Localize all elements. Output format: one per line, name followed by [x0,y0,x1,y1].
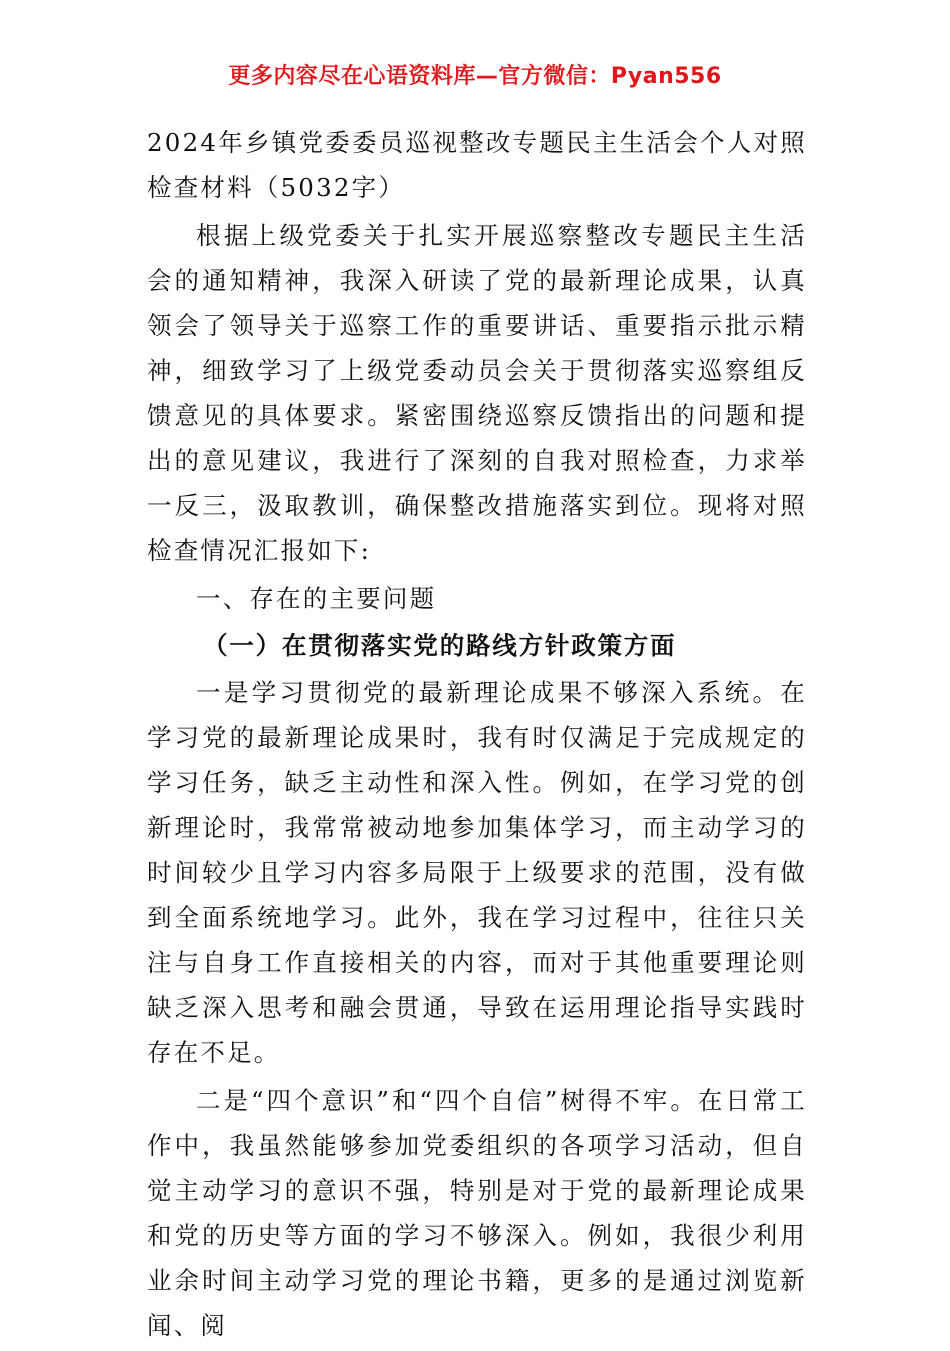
paragraph-point-2: 二是“四个意识”和“四个自信”树得不牢。在日常工作中，我虽然能够参加党委组织的各项学习活动，但自觉主动学习的意识不强，特别是对于党的最新理论成果和党的历史等方面的学习不够深入。例如，我很少利用业余时间主动学习党的理论书籍，更多的是通过浏览新闻、阅 [147,1086,807,1340]
section-heading: 一、存在的主要问题 [196,584,437,613]
document-body [147,120,807,1351]
subsection-heading: （一）在贯彻落实党的路线方针政策方面 [203,631,677,660]
promo-banner: 更多内容尽在心语资料库—官方微信：Pyan556 [228,64,722,89]
document-title: 2024年乡镇党委委员巡视整改专题民主生活会个人对照检查材料（5032字） [147,128,807,202]
paragraph-point-1: 一是学习贯彻党的最新理论成果不够深入系统。在学习党的最新理论成果时，我有时仅满足于完成规定的学习任务，缺乏主动性和深入性。例如，在学习党的创新理论时，我常常被动地参加集体学习，而主动学习的时间较少且学习内容多局限于上级要求的范围，没有做到全面系统地学习。此外，我在学习过程中，往往只关注与自身工作直接相关的内容，而对于其他重要理论则缺乏深入思考和融会贯通，导致在运用理论指导实践时存在不足。 [147,678,807,1067]
intro-paragraph: 根据上级党委关于扎实开展巡察整改专题民主生活会的通知精神，我深入研读了党的最新理论成果，认真领会了领导关于巡察工作的重要讲话、重要指示批示精神，细致学习了上级党委动员会关于贯彻落实巡察组反馈意见的具体要求。紧密围绕巡察反馈指出的问题和提出的意见建议，我进行了深刻的自我对照检查，力求举一反三，汲取教训，确保整改措施落实到位。现将对照检查情况汇报如下: [147,221,807,565]
